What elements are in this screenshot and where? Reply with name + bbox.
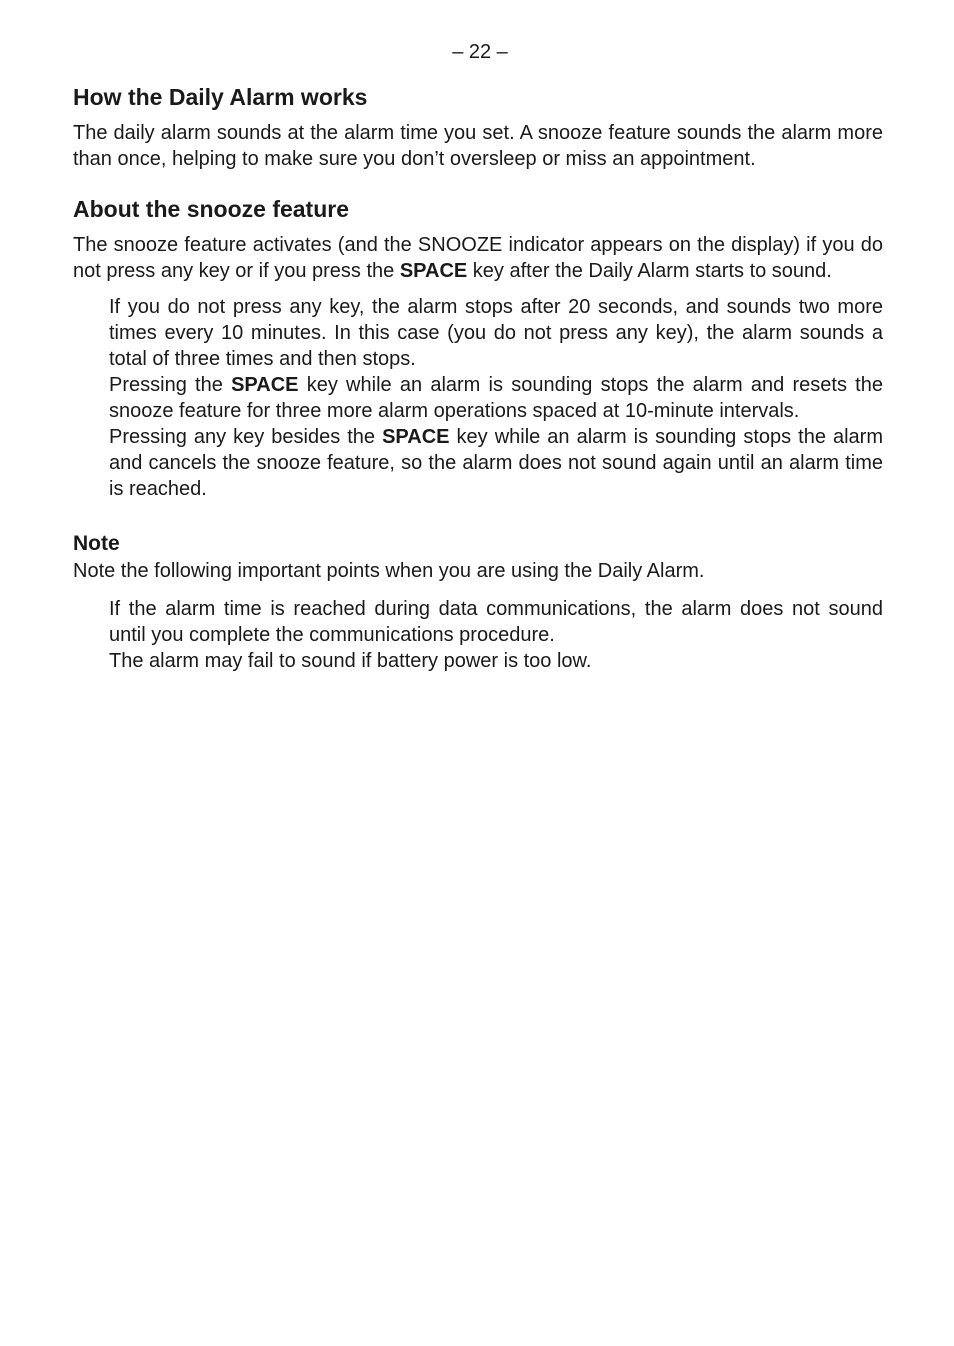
space-key-label: SPACE (231, 374, 299, 396)
snooze-point-other-text-2: key while an alarm is sounding stops the alarm and cancels the snooze feature, so the alarm does not sound again until an alarm time is reached. (109, 426, 883, 500)
daily-alarm-heading: How the Daily Alarm works (73, 84, 368, 110)
snooze-point-other-key (109, 424, 883, 502)
snooze-intro-text-2: key after the Daily Alarm starts to sound. (467, 260, 832, 282)
page-number: – 22 – (452, 41, 508, 63)
daily-alarm-body: The daily alarm sounds at the alarm time you set. A snooze feature sounds the alarm more than once, helping to make sure you don’t oversleep or miss an appointment. (73, 122, 883, 170)
section-daily-alarm (73, 82, 883, 172)
snooze-heading: About the snooze feature (73, 196, 350, 222)
snooze-point-space-text-1: Pressing the (109, 374, 232, 396)
snooze-point-space (109, 372, 883, 424)
snooze-point-other-text-1: Pressing any key besides the (109, 426, 383, 448)
note-point-communications: If the alarm time is reached during data communications, the alarm does not sound until you complete the communications procedure. (109, 598, 883, 646)
snooze-point-no-key: If you do not press any key, the alarm stops after 20 seconds, and sounds two more times every 10 minutes. In this case (you do not press any key), the alarm sounds a total of three times and then stops. (109, 296, 883, 370)
snooze-intro-text-1: The snooze feature activates (and the SNOOZE indicator appears on the display) if you do not press any key or if you press the (73, 234, 883, 282)
document-page (73, 38, 883, 696)
snooze-point-space-text-2: key while an alarm is sounding stops the alarm and resets the snooze feature for three more alarm operations spaced at 10-minute intervals. (109, 374, 883, 422)
section-snooze (73, 194, 883, 502)
snooze-intro (73, 232, 883, 284)
note-points (73, 596, 883, 674)
space-key-label: SPACE (399, 260, 468, 282)
section-note (73, 530, 883, 674)
space-key-label: SPACE (382, 426, 450, 448)
note-heading: Note (73, 532, 120, 555)
note-point-battery: The alarm may fail to sound if battery power is too low. (109, 650, 592, 672)
snooze-points (73, 294, 883, 502)
note-intro: Note the following important points when you are using the Daily Alarm. (73, 560, 705, 582)
